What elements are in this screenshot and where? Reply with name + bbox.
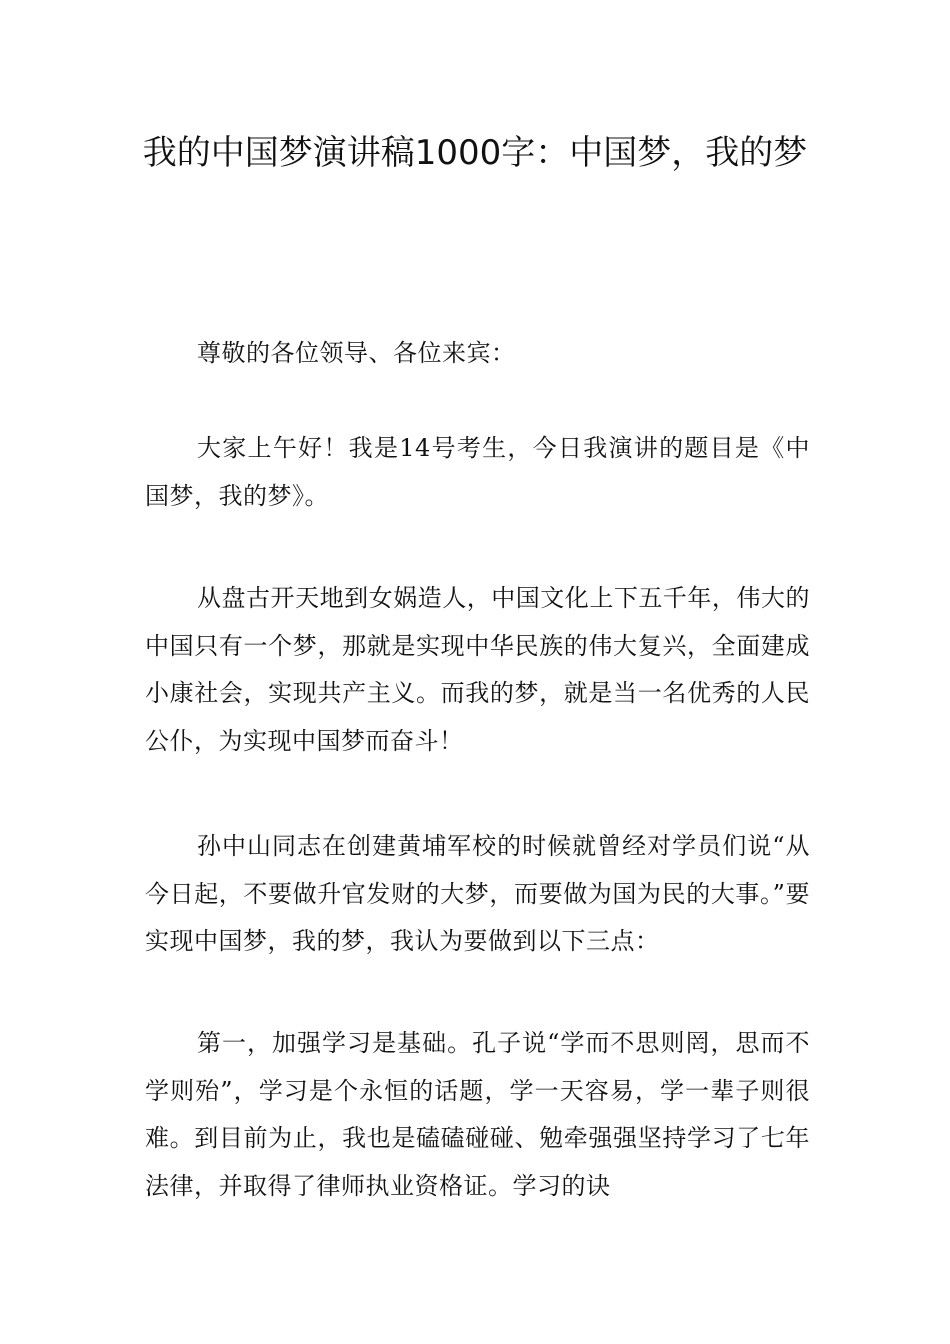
paragraph-china-dream: 从盘古开天地到女娲造人，中国文化上下五千年，伟大的中国只有一个梦，那就是实现中华民族的伟大复兴，全面建成小康社会，实现共产主义。而我的梦，就是当一名优秀的人民公仆，为实现中国梦而奋斗！ — [145, 584, 810, 755]
paragraph-greeting: 大家上午好！我是14号考生，今日我演讲的题目是《中国梦，我的梦》。 — [145, 434, 810, 510]
paragraph-first-point: 第一，加强学习是基础。孔子说“学而不思则罔，思而不学则殆”，学习是个永恒的话题，学一天容易，学一辈子则很难。到目前为止，我也是磕磕碰碰、勉牵强强坚持学习了七年法律，并取得了律师执业资格证。学习的诀 — [145, 1029, 810, 1200]
paragraph-sun-yat-sen-quote: 孙中山同志在创建黄埔军校的时候就曾经对学员们说“从今日起，不要做升官发财的大梦，而要做为国为民的大事。”要实现中国梦，我的梦，我认为要做到以下三点： — [145, 832, 810, 956]
paragraph-salutation: 尊敬的各位领导、各位来宾： — [197, 339, 516, 367]
document-title: 我的中国梦演讲稿1000字：中国梦，我的梦 — [142, 133, 808, 173]
